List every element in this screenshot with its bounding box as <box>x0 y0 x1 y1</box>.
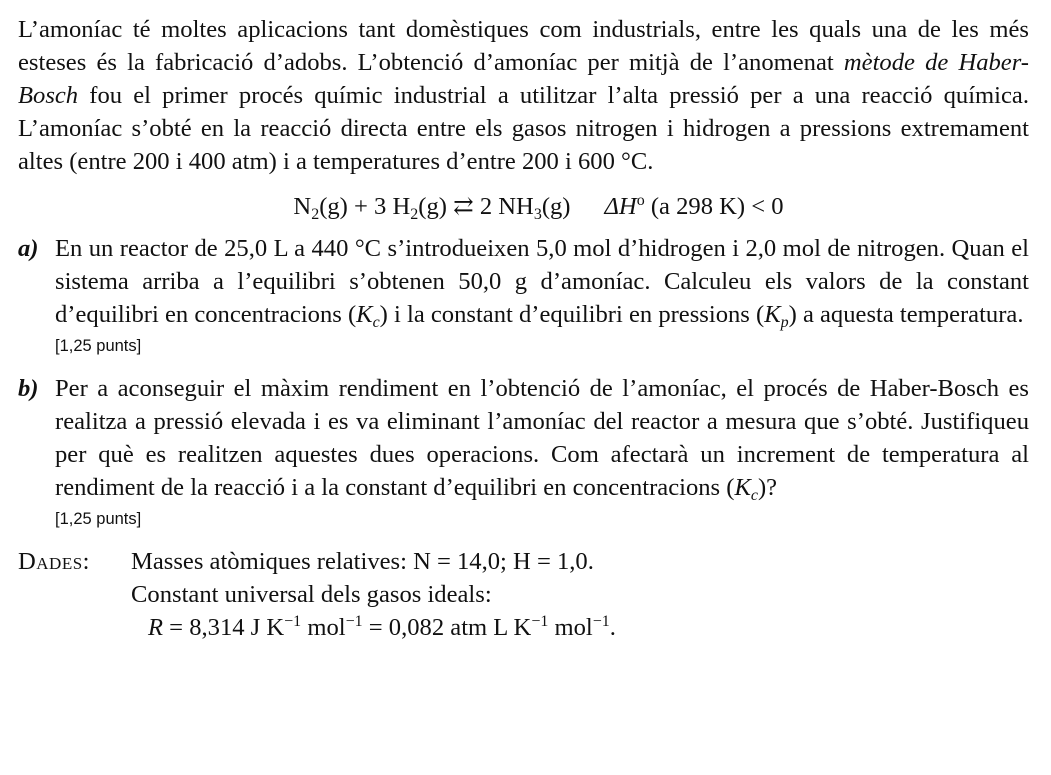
r-value: = 8,314 J K <box>163 614 285 641</box>
question-a-points: [1,25 punts] <box>55 337 142 355</box>
enthalpy-condition: (a 298 K) < 0 <box>644 193 784 220</box>
intro-paragraph <box>18 13 1029 178</box>
eq-subscript: 3 <box>533 205 542 223</box>
kc-symbol: K <box>356 301 373 328</box>
r-value: mol <box>548 614 593 641</box>
eq-part: N <box>293 193 312 220</box>
eq-subscript: 2 <box>410 205 419 223</box>
question-a-label: a) <box>18 235 39 262</box>
kc-subscript: c <box>750 486 758 504</box>
data-label: Dades: <box>18 548 90 575</box>
r-exponent: −1 <box>592 613 610 631</box>
kp-symbol: K <box>764 301 781 328</box>
reaction-equation <box>18 190 1029 224</box>
eq-part: (g) <box>541 193 571 220</box>
eq-superscript: o <box>636 192 645 210</box>
question-b-label: b) <box>18 375 39 402</box>
eq-part: (g) ⇄ 2 NH <box>418 193 534 220</box>
question-a-text <box>55 232 1029 331</box>
intro-text-2: fou el primer procés químic industrial a utilitzar l’alta pressió per a una reacció química. L’amoníac s’obté en la reacció directa entre els gasos nitrogen i hidrogen a pressions extremament altes (entre 200 i 400 atm) i a temperatures d’entre 200 i 600 °C. <box>18 82 1029 175</box>
intro-text-1: L’amoníac té moltes aplicacions tant domèstiques com industrials, entre les quals una de les més esteses és la fabricació d’adobs. L’obtenció d’amoníac per mitjà de l’anomenat <box>18 16 1029 76</box>
gas-constant-label: Constant universal dels gasos ideals: <box>131 581 492 608</box>
qa-text-1: En un reactor de 25,0 L a 440 °C s’introdueixen 5,0 mol d’hidrogen i 2,0 mol de nitrogen. Quan el sistema arriba a l’equilibri s’obtenen 50,0 g d’amoníac. Calculeu els valors de la constant d’equilibri en concentracions ( <box>55 235 1029 328</box>
method-name: mètode de Haber-Bosch <box>18 49 1029 109</box>
exam-page <box>18 0 1029 644</box>
gas-constant-formula <box>131 611 1029 644</box>
kc-symbol: K <box>734 474 751 501</box>
r-symbol: R <box>148 614 164 641</box>
qb-text-2: )? <box>757 474 778 501</box>
question-b-points: [1,25 punts] <box>55 510 142 528</box>
eq-part: (g) + 3 H <box>319 193 411 220</box>
question-b-text <box>55 372 1029 504</box>
data-section <box>18 545 1029 644</box>
r-exponent: −1 <box>345 613 363 631</box>
r-end: . <box>609 614 616 641</box>
atomic-masses: Masses atòmiques relatives: N = 14,0; H = 1,0. <box>131 548 594 575</box>
question-b <box>18 372 1029 531</box>
qa-text-2: ) i la constant d’equilibri en pressions ( <box>379 301 765 328</box>
qb-text-1: Per a aconseguir el màxim rendiment en l’obtenció de l’amoníac, el procés de Haber-Bosch es realitza a pressió elevada i es va eliminant l’amoníac del reactor a mesura que s’obté. Justifiqueu per què es realitzen aquestes dues operacions. Com afectarà un increment de temperatura al rendiment de la reacció i a la constant d’equilibri en concentracions ( <box>55 375 1029 501</box>
kp-subscript: p <box>780 313 789 331</box>
r-exponent: −1 <box>531 613 549 631</box>
r-value: mol <box>301 614 346 641</box>
question-a <box>18 232 1029 358</box>
kc-subscript: c <box>372 313 380 331</box>
r-exponent: −1 <box>284 613 302 631</box>
qa-text-3: ) a aquesta temperatura. <box>788 301 1024 328</box>
r-value: = 0,082 atm L K <box>362 614 532 641</box>
enthalpy-symbol: ΔH <box>604 193 637 220</box>
eq-subscript: 2 <box>311 205 320 223</box>
